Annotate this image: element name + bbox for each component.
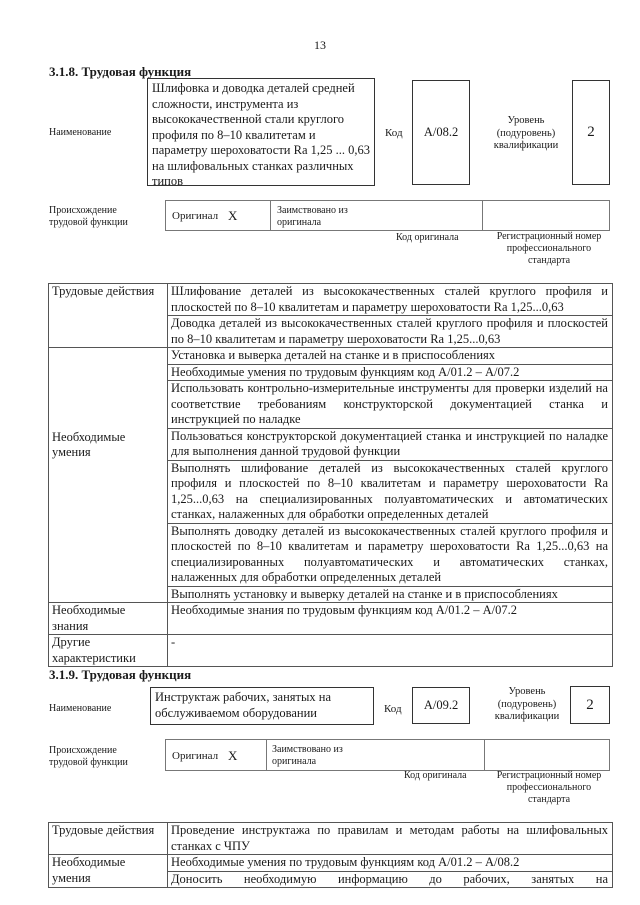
row-item: Выполнять установку и выверку деталей на станке и в приспособлениях: [168, 586, 613, 603]
name-label: Наименование: [49, 703, 112, 714]
row-item: Необходимые знания по трудовым функциям код А/01.2 – А/07.2: [168, 603, 613, 635]
table-row: [49, 823, 613, 855]
level-value-box: 2: [572, 80, 610, 185]
row-item: Проведение инструктажа по правилам и методам работы на шлифовальных станках с ЧПУ: [168, 823, 613, 855]
origin-table: [165, 739, 610, 771]
row-item: Выполнять шлифование деталей из высококачественных сталей круглого профиля и плоскостей по 8–10 квалитетам и параметру шероховатости Ra 1,25...0,63 на специализированных полуавтоматических и автоматических станках, налаженных для обработки определенных деталей: [168, 460, 613, 523]
row-item: Доносить необходимую информацию до рабочих, занятых на: [168, 871, 613, 888]
reg-number-caption: Регистрационный номер профессионального стандарта: [496, 770, 602, 805]
origin-label: Происхождение трудовой функции: [49, 205, 128, 228]
row-category: Другие характеристики: [49, 635, 168, 667]
section-heading-319: 3.1.9. Трудовая функция: [49, 667, 192, 682]
row-category: Необходимые умения: [49, 348, 168, 603]
row-item: Использовать контрольно-измерительные инструменты для проверки изделий на соответствие требованиям конструкторской документацией станка и инструкцией по наладке: [168, 381, 613, 429]
row-item: Выполнять доводку деталей из высококачественных сталей круглого профиля и плоскостей по 8–10 квалитетам и параметру шероховатости Ra 1,25...0,63 на специализированных полуавтоматических и автоматических станках, налаженных для обработки определенных деталей: [168, 523, 613, 586]
level-label: Уровень (подуровень) квалификации: [494, 686, 560, 722]
reg-number-caption: Регистрационный номер профессионального стандарта: [496, 231, 602, 266]
original-label: Оригинал: [172, 210, 219, 222]
row-item: Необходимые умения по трудовым функциям код А/01.2 – А/08.2: [168, 855, 613, 872]
borrowed-label: Заимствовано из оригинала: [277, 205, 348, 228]
original-label: Оригинал: [172, 750, 219, 762]
row-item: Установка и выверка деталей на станке и в приспособлениях: [168, 348, 613, 365]
table-row: [49, 284, 613, 316]
table-row: [49, 635, 613, 667]
row-category: Трудовые действия: [49, 284, 168, 348]
code-original-caption: Код оригинала: [404, 770, 467, 781]
level-value-box: 2: [570, 686, 610, 724]
code-value-box: А/08.2: [412, 80, 470, 185]
row-category: Необходимые знания: [49, 603, 168, 635]
work-function-table-319: [48, 822, 613, 888]
table-row: [49, 603, 613, 635]
borrowed-label: Заимствовано из оригинала: [272, 744, 343, 767]
row-item: Необходимые умения по трудовым функциям код А/01.2 – А/07.2: [168, 364, 613, 381]
section-heading-318: 3.1.8. Трудовая функция: [49, 64, 192, 79]
table-row: [49, 855, 613, 872]
code-value-box: А/09.2: [412, 687, 470, 724]
row-item: Шлифование деталей из высококачественных сталей круглого профиля и плоскостей по 8–10 квалитетам и параметру шероховатости Ra 1,25...0,63: [168, 284, 613, 316]
original-mark: Х: [228, 208, 238, 223]
function-name-box: Инструктаж рабочих, занятых на обслуживаемом оборудовании: [150, 687, 374, 725]
row-item: -: [168, 635, 613, 667]
level-label: Уровень (подуровень) квалификации: [493, 115, 559, 151]
origin-table: [165, 200, 610, 231]
row-category: Трудовые действия: [49, 823, 168, 855]
code-original-caption: Код оригинала: [396, 232, 459, 243]
original-mark: Х: [228, 748, 238, 763]
code-label: Код: [384, 703, 402, 715]
page-number: 13: [314, 38, 326, 52]
row-item: Доводка деталей из высококачественных сталей круглого профиля и плоскостей по 8–10 квалитетам и параметру шероховатости Ra 1,25...0,63: [168, 316, 613, 348]
function-name-box: Шлифовка и доводка деталей средней сложности, инструмента из высококачественной стали круглого профиля по 8–10 квалитетам и параметру шероховатости Ra 1,25 ... 0,63 на шлифовальных станках различных типов: [147, 78, 375, 186]
name-label: Наименование: [49, 127, 112, 138]
row-category: Необходимые умения: [49, 855, 168, 888]
table-row: [49, 348, 613, 365]
code-label: Код: [385, 127, 403, 139]
row-item: Пользоваться конструкторской документацией станка и инструкцией по наладке для выполнения данной трудовой функции: [168, 428, 613, 460]
work-function-table-318: [48, 283, 613, 667]
origin-label: Происхождение трудовой функции: [49, 745, 128, 768]
